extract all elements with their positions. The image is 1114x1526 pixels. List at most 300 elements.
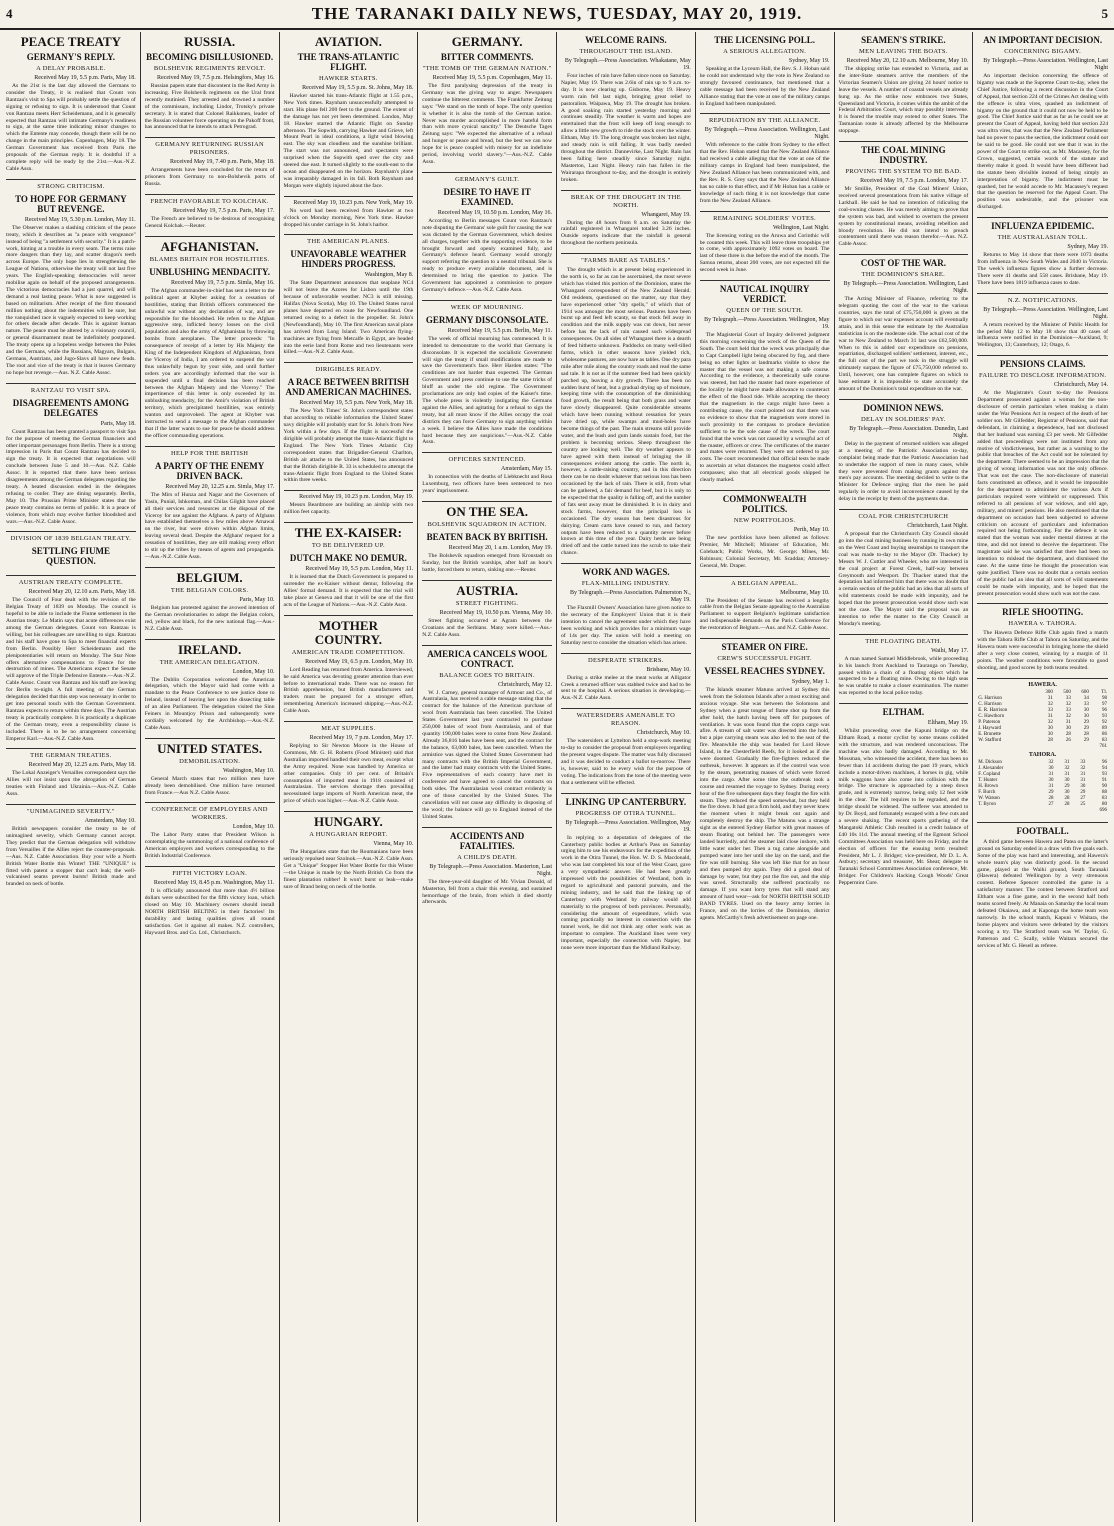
- article-dateline: By Telegraph.—Press Association. Wellington, Last Night.: [704, 127, 830, 141]
- score-cell: 29: [1064, 783, 1070, 789]
- article: [145, 137, 275, 191]
- article: [977, 822, 1108, 953]
- article-deck: A DELAY PROBABLE.: [36, 65, 106, 72]
- article-deck: A SERIOUS ALLEGATION.: [723, 48, 807, 55]
- score-cell: 32: [1065, 713, 1071, 719]
- article-divider: [839, 141, 969, 142]
- article-deck: DELAY IN SOLDIERS' PAY.: [861, 415, 946, 423]
- score-cell: 26: [1065, 737, 1071, 743]
- article-deck: THE AUSTRALASIAN TOLL.: [997, 234, 1088, 242]
- article-deck: THE FLOATING DEATH.: [865, 637, 942, 645]
- article-headline: MOTHER COUNTRY.: [314, 617, 383, 647]
- article-headline: BELGIUM.: [176, 569, 243, 585]
- score-cell: 29: [1048, 789, 1054, 795]
- article-headline: HUNGARY.: [313, 814, 383, 830]
- article: [700, 638, 830, 925]
- article-body: W. J. Carney, general manager of Armour and Co., of Australasia, has received a cable message stating that the contract for the balance of the American purchase of wool from Australasia has been cancelled. The United States Government last year contracted to purchase 250,000 bales of wool from Australasia, and of that quantity 190,000 bales were to come from New Zealand. Already 36,816 bales have been sent, and the contract for the balance, 63,000 bales, has been cancelled. When the armistice was signed the United States Government had many contracts with the British Imperial Government, and the latter had many contracts with the United States. Five representatives of each country have met in conference and have agreed to cancel the contracts on both sides. The Australasian wool contract evidently is one of those cancelled by the United States. The cancellation will not cause any difficulty in disposing of the wool; the balance will go to England instead of the United States.: [422, 689, 552, 820]
- article: [561, 708, 691, 789]
- article-deck: HAWKER STARTS.: [319, 75, 378, 82]
- score-cell: [977, 808, 1038, 814]
- article-deck: TO BE DELIVERED UP.: [311, 542, 385, 550]
- article-deck: BALANCE GOES TO BRITAIN.: [439, 671, 535, 679]
- article-dateline: Received May 19, 7.5 p.m. Paris, May 17.: [173, 208, 275, 215]
- article-divider: [422, 452, 552, 453]
- article-divider: [839, 254, 969, 255]
- column-6: [696, 32, 835, 1522]
- score-cell: 88: [1102, 789, 1107, 795]
- article-body: The French are believed to be desirous of recognising General Kolchak.—Reuter.: [144, 216, 275, 229]
- article-dateline: Amsterdam, May 10.: [84, 818, 136, 825]
- article-deck: CONCERNING BIGAMY.: [1004, 48, 1082, 55]
- article: [284, 35, 414, 193]
- column-5: [557, 32, 696, 1522]
- article-headline: PEACE TREATY: [20, 34, 122, 49]
- article-body: The week of official mourning has commenced. It is intended to demonstrate to the world that Germany is disconsolate. It is expected the socialistic Government will sign the treaty if small modifications are made to save the Government's face. Herr Harden states: "The conditions are not harder than expected. The German Government and press continue to use the same tricks of bluff as under the old regime. The Government proclamations are only bad copies of the Kaiser's time. The whole press is violently instigating the Germans against the Allies, and agitating for a refusal to sign the treaty, but all must know if the Allies occupy the coal districts they can force Germany to sign anything within a week. I believe the Allies have made the conditions hard because they are suspicious."—Aus.-N.Z. Cable Assn.: [422, 335, 552, 446]
- article-divider: [145, 738, 275, 739]
- article-divider: [839, 634, 969, 635]
- article-body: The Magisterial Court of Inquiry delivered judgment this morning concerning the wreck of the Queen of the South. The court held that the wreck was principally due to Capt Campbell light being obscured by fog, and there being no other lights or landmarks visible to show the master that the vessel was not making a safe course. According to the evidence, a theoretically safe course was steered, but had the master had more experience of the locality he might have made allowance to counteract the effect of the flood tide. While accepting the theory that the magnetism in the cargo might have been a contributing cause, the court pointed out that there was no evidence to show that the magnetism were stored in such proximity to the compass to produce deviation sufficient to be the sole cause of the wreck. The court found that the wreck was not caused by a wrongful act of the master, officers or crew. The certificates of the master and mates were returned. They were not ordered to pay costs. The court recommended that official tests be made to ascertain at what distances the magnetos could affect compasses; also that all electrical goods shipped be clearly marked.: [699, 332, 830, 484]
- article-body: Mr Smillie, President of the Coal Miners' Union, received several presentations from his native village of Larkhall. He said he had no intention of ridiculing the coal-owning classes. He was merely aiming to prove that the system was bad, and wished to overturn the present system by constitutional means, avoiding rebellion and bloody revolution. He did not intend to preach contentment until there was reason therefor.—Aus. N.Z. Cable Assoc.: [838, 186, 969, 248]
- score-cell: 28: [1047, 737, 1053, 743]
- score-cell: 94: [1102, 765, 1107, 771]
- article-subheading: COST OF THE WAR.: [860, 258, 946, 269]
- column-8: [973, 32, 1112, 1522]
- article-subheading: ACCIDENTS AND FATALITIES.: [449, 830, 525, 851]
- article-subheading: RIFLE SHOOTING.: [1002, 607, 1084, 618]
- article: [700, 576, 830, 636]
- score-cell: 98: [1102, 695, 1107, 701]
- article-body: Lord Reading has returned from America. Interviewed, he said America was devoting greater attention than ever before to international trade. There was no reason for British apprehension, but British manufacturers and traders must be prepared for a stronger effort, remembering America's increased shipping.—Aus.-N.Z. Cable Assn.: [283, 666, 414, 715]
- article-subheading: AN IMPORTANT DECISION.: [983, 35, 1103, 45]
- score-cell: M. Dickson: [978, 759, 1002, 765]
- article-divider: [145, 446, 275, 447]
- article-headline: UNITED STATES.: [157, 740, 263, 756]
- article-body: A proposal that the Christchurch City Council should go into the coal mining business by running its own mine on the West Coast and buying steamships to transport the coal was made to-day to the Mayor (Dr. Thacker) by Messrs W. J. Cuttler and Wheeler, who are interested in the coal project at Forest Creek, half-way between Greymouth and Westport. Dr. Thacker stated that the deputation had informed him that there was no doubt that a certain section of the public had an idea that all sorts of wild statements could be made with impunity, and he hoped that the present prosecution would show such was not the case. The Mayor said the proposal was an intention to refer the matter to the City Council at Monday's meeting.: [838, 531, 969, 627]
- article: [145, 567, 275, 636]
- article-body: British newspapers consider the treaty to be of unimagined severity, which Germany cannot accept. They predict that the German delegation will withdraw from Versailles if the Allies reject the counter-proposals.—Aus. N.Z. Cable Association. Buy your wife a North British Water Bottle this Winter! THE "UNIQUE" is fitted with patent a stopper that can't leak; the well-vulcanised seams prevent bursts! British made and branded on neck of bottle.: [6, 826, 136, 888]
- article-divider: [284, 234, 414, 235]
- article-dateline: Received May 20, 12.25 a.m. Simla, May 17.: [165, 483, 275, 490]
- article-dateline: Christchurch, May 10.: [636, 730, 691, 737]
- article-divider: [422, 172, 552, 173]
- article-deck: FRENCH FAVORABLE TO KOLCHAK.: [150, 198, 269, 206]
- article-divider: [700, 113, 830, 114]
- score-cell: E. R. Harrison: [978, 707, 1008, 713]
- article-body: The Hungarians state that the Roumanians have been seriously repulsed near Szolnok.—Aus.-N.Z. Cable Assn. Get a "Unique" Stopper Hot Water Bottle for this Winter—the Unique is made by the North British Co from the finest plantation rubber! It won't burst or leak—make sure of Brand being on neck of the bottle.: [283, 849, 414, 890]
- score-cell: 31: [1080, 771, 1086, 777]
- article-dateline: Paris, May 18.: [100, 420, 136, 427]
- article-body: The shipping strike has extended to Victoria, and as the inter-State steamers arrive the members of the Victorian Seamen's Union are giving 24 hours' notice to leave the vessels. A number of coastal vessels are already hung up. As the strike now embraces two States, Queensland and Victoria, it comes within the ambit of the Federal Arbitration Court, which may possibly intervene. It is feared the trouble may extend to other States. The Tasmanian route is already affected by the Melbourne stoppage.: [838, 66, 969, 135]
- article-body: It is learned that the Dutch Government is prepared to surrender the ex-Kaiser without demur, following the Allies' formal demand. It is expected that the trial will take place at Geneva and that it will be one of the first acts of the League of Nations.—Aus.-N.Z. Cable Assn.: [283, 574, 414, 608]
- score-cell: 90: [1102, 783, 1107, 789]
- article: [6, 35, 136, 176]
- score-cell: W. Watson: [978, 795, 1000, 801]
- article-body: The Acting Minister of Finance, referring to the telegram quoting the cost of the war to the various countries, says the total of £75,750,000 is given as the figure to which our war expenses account will eventually attain, and in this sense the estimate by the Australian statistician is on the moderate side. The actual cost of the war to New Zealand to March 31 last was £62,500,000. When to this is added our expenditure on pensions, repatriation, discharged soldiers' settlement, interest, etc., the full cost of the part we took in the struggle will ultimately surpass the figure of £75,750,000 referred to. Until, however, one has complete figures on which to base estimate it is impossible to state accurately the amount of the Dominion's total expenditure on the war.: [838, 296, 969, 392]
- article: [561, 253, 691, 560]
- article: [422, 645, 552, 824]
- article: [700, 113, 830, 207]
- article-deck: COAL FOR CHRISTCHURCH: [858, 513, 949, 521]
- article-deck: REPUDIATION BY THE ALLIANCE.: [708, 117, 821, 125]
- article-dateline: Received May 19, 8.45 p.m. Washington, May 11.: [153, 880, 275, 887]
- article-deck: THE GERMAN TREATIES.: [30, 752, 112, 760]
- article: [145, 35, 275, 134]
- score-cell: F. Copland: [978, 771, 1001, 777]
- column-4: [418, 32, 557, 1522]
- article: [422, 35, 552, 169]
- article-divider: [839, 703, 969, 704]
- article-body: The three-year-old daughter of Mr. Vivian Donald, of Masterton, fell from a chair this evening, and sustained hemorrhage of the brain, from which it died shortly afterwards.: [422, 878, 552, 906]
- score-cell: 89: [1102, 725, 1107, 731]
- score-cell: 25: [1080, 801, 1086, 807]
- article-body: Whilst proceeding over the Kapuni bridge on the Eltham Road, a motor cyclist by some means collided with the structure, and was rendered unconscious. The machine was also badly damaged. According to Mr. Mossman, who witnessed the accident, there has been no fewer than 14 accidents during the past 19 years, which include a motor-driven machines, 4 horses in gig, while milk waggons have also come into collision with the bridge. The structure is approached by a steep down grade, and is extremely narrow, being only 12 feet wide in the clear. The hill requires to be regraded, and the bridge should be widened. The sufferer was attended to by Dr. Boyd, and fortunately escaped with a few cuts and a severe shaking. The recent sports gathering of the Mangatoki Athletic Club resulted in a credit balance of £40 10s 11d. The annual meeting of the Egmont School Committees Association was held here on Friday, and the election of officers for the ensuing term resulted: President, Mr L. J. Bridger; vice-president, Mr D. L. A. Astbury; secretary and treasurer, Mr. Sheat; delegate to Taranaki School Committees Association conference, Mr. Bridger. For Children's Hacking Cough Woods' Great Peppermint Cure.: [838, 728, 969, 887]
- article-dateline: Received May 19, 10.50 p.m. Vienna, May 10.: [439, 609, 552, 616]
- article-divider: [145, 802, 275, 803]
- article-divider: [977, 822, 1108, 823]
- article-subheading: VESSEL REACHES SYDNEY.: [704, 666, 825, 677]
- score-cell: 32: [1048, 759, 1054, 765]
- score-cell: P. Paterson: [978, 719, 1001, 725]
- score-cell: 96: [1102, 759, 1107, 765]
- article-body: According to Berlin messages Count von Rantzau's note disputing the Germans' sole guilt for causing the war was dictated by the German Government, which desires all charges, together with the supporting evidence, to be brought forward and openly examined fully, and Germany's defence heard. Germany would strongly support referring the question to a neutral tribunal. She is ready to produce every available document, and is determined to bring the question to justice. The Government has appointed a commission to prepare Germany's defence.—Aus.-N.Z. Cable Assn.: [422, 217, 552, 293]
- article-body: The Bolshevik squadron emerged from Kronstadt on Sunday, but the British warships, after half an hour's battle, forced them to return, sinking one.—Reuter.: [422, 553, 552, 573]
- page-number-left: 4: [6, 6, 13, 21]
- score-cell: 30: [1048, 777, 1054, 783]
- score-cell: 83: [1102, 795, 1107, 801]
- article-deck: DESPERATE STRIKERS.: [587, 656, 664, 664]
- article-divider: [700, 280, 830, 281]
- score-cell: [1054, 744, 1072, 750]
- score-cell: J. Hayward: [978, 725, 1002, 731]
- article-dateline: Received May 20, 12.10 a.m. Paris, May 18.: [28, 589, 136, 596]
- score-table-team: TAHORA.: [1028, 751, 1057, 758]
- article-divider: [561, 708, 691, 709]
- article: [977, 355, 1108, 600]
- article-dateline: By Telegraph.—Press Association. Whakatane, May 19.: [564, 58, 691, 71]
- article-dateline: Received May 19, 5.5 p.m. St. Johns, May 18.: [302, 85, 414, 91]
- article-divider: [422, 827, 552, 828]
- article: [839, 254, 969, 396]
- article-body: The watersiders at Lyttelton held a stop-work meeting to-day to consider the proposal from employers regarding the present wages dispute. The matter was fully discussed and it was decided to conduct a ballot to-morrow. There is, however, said to be every wish for the purpose of voting. The indications from the tone of the meeting were that a settlement will be effected.: [561, 738, 691, 786]
- article-dateline: Received May 19, 7.5 p.m. London, May 17.: [860, 178, 969, 185]
- article-body: Speaking at the Lyceum Hall, the Rev. S. J. Hoban said he could not understand why the vote in New Zealand so strongly favoured continuance, but mentioned that a cable message had been received by the New Zealand Alliance stating that the vote at one of the military camps in England had been manipulated.: [699, 66, 830, 107]
- page-number-right: 5: [1101, 6, 1108, 21]
- score-cell: 30: [1080, 783, 1086, 789]
- article-divider: [145, 866, 275, 867]
- score-table: [977, 690, 1108, 750]
- score-cell: J. Alexander: [978, 765, 1004, 771]
- score-cell: [1055, 808, 1071, 814]
- article-dateline: Sydney, May 19.: [1067, 244, 1108, 251]
- article-dateline: Washington, May 10.: [222, 767, 275, 774]
- article: [145, 802, 275, 863]
- article: [700, 490, 830, 573]
- article: [977, 603, 1108, 674]
- article-deck: OFFICERS SENTENCED.: [448, 456, 526, 464]
- article-dateline: Received May 19, 10.23 p.m. New York, May 19.: [293, 199, 414, 206]
- column-3: [280, 32, 419, 1522]
- article-divider: [422, 645, 552, 646]
- article: [839, 509, 969, 631]
- article-body: The Observer makes a slashing criticism of the peace treaty, which it describes as "a peace with vengeance" instead of being "a settlement with security." It is a patch-work, hinting at a trouble in every seam. The terms raise more dangers than they lay, and scatter dragon's teeth across Europe. The only hope lies in strengthening the League of Nations, otherwise the treaty will not last five years. The English-speaking democracies will never mobilise again on behalf of the proposed arrangements. The victorious democracies had a just quarrel, and will demand a real lasting peace. What is now suggested is based on militarism. After receipt of the first thousand million nothing about the indemnities will be sure, but the vanquished race is vaguely expected to keep working for others decade after decade. This is against human nature. The peace must be altered by a visionary council, or general disarmament must be indefinitely postponed. The treaty opens up a hopeless wedge between the Poles and the Germans, while the Russians, Magyars, Bulgars, Germans, Austrians, and Jugo-Slavs all have new feuds. The root and vice of the treaty is that it leaves Germany no hope but revenge.—Aus. N.Z. Cable Assoc.: [6, 224, 136, 376]
- article-deck: AUSTRIAN TREATY COMPLETE.: [18, 579, 123, 587]
- article-dateline: By Telegraph.—Press Association. Wellington, Last Night.: [843, 281, 969, 295]
- article-deck: GERMANY'S GUILT.: [455, 175, 520, 183]
- article-divider: [145, 639, 275, 640]
- article-subheading: BEATEN BACK BY BRITISH.: [426, 532, 548, 543]
- score-cell: [1070, 808, 1086, 814]
- article-divider: [145, 236, 275, 237]
- article-body: The licensing voting on the Aruwa and Corinthic will be counted this week. This will leave three troopships yet to come, with approximately 1092 votes on board. The last of these three is due before the end of the month. The Samoa returns, about 200 votes, are not expected till the second week in June.: [699, 232, 830, 274]
- score-cell: 31: [1048, 783, 1054, 789]
- article-divider: [284, 615, 414, 616]
- score-total-row: [977, 744, 1108, 750]
- article-divider: [839, 399, 969, 400]
- article: [561, 35, 691, 187]
- article-body: Arrangements have been concluded for the return of prisoners from Germany to non-Bolshevik ports of Russia.: [144, 167, 275, 188]
- article-deck: A BELGIAN APPEAL.: [731, 579, 799, 587]
- article: [284, 522, 414, 612]
- article-divider: [561, 190, 691, 191]
- article-dateline: Christchurch, May 14.: [1054, 382, 1108, 389]
- article-body: Count Rantzau has been granted a passport to visit Spa for the purpose of meeting the German financiers and other important personages from Berlin. There is a strong impression in Paris that Count Rantzau has decided to sign the treaty. It is expected that negotiations will conclude between June 5 and 10.—Aus. N.Z. Cable Assoc. It is reported that there have been serious disagreements among the German delegates regarding the treaty. A heated discussion ended in the delegates refusing to confer. They are dining separately. Berlin, May 10. The Prussian Prime Minister states that the peace treaty contains no terms of public. It is a peace of violence, from which may evolve further bloodshed and wars.—Aus.-N.Z. Cable Assoc.: [6, 428, 136, 525]
- article-body: The Islands steamer Matunu arrived at Sydney this week from the Solomon Islands after a most exciting and anxious voyage. She was between the Solomons and Sydney when a great tongue of flame shot up from the after hold, the hatch having been off for purposes of ventilation. It was soon found that the copra cargo was afire. A stream of salt water was directed into the hold, but a pipe carrying steam was also led to the seat of the fire. Meanwhile the ship was headed for Lord Howe Island, in the Chesterfield Reefs, for it looked as if she were doomed. Gradually the fire-fighters reduced the outbreak, however. It appears as if the control was won by the steam, penetrating masses of which were forced into the cargo. After some time the outbreak took a course and resumed the voyage to Sydney. During every hour of the five subsequent days they fought the fire with steam. They reduced the speed somewhat, but they held the fire down. It had got a firm hold, and they never knew the moment when it might break out again and completely destroy the ship. The Matunu was a strange sight as she entered Sydney Harbor with great masses of steam floating out behind her. The passengers were landed hurriedly, and the steamer laid close inshore, with little water under her. Then a tug came alongside and pumped water into her until she lay on the sand, and the fire was still burning. She was left like that for an hour and then pumped dry again. They did a good deal of damage by water, but they put the fire out, and the ship was saved. Structurally she suffered practically no damage. If you want lorry tyres that will stand any amount of hard wear—ask for NORTH BRITISH SOLID BAND TYRES. Used on the heavy army lorries in France, and on the lorries of the Dominion, district agents. McCarthy's fresh advertisement on page one.: [699, 687, 830, 921]
- article-subheading: A RACE BETWEEN BRITISH AND AMERICAN MACHINES.: [285, 377, 412, 398]
- score-cell: 33: [1080, 759, 1086, 765]
- article: [422, 452, 552, 498]
- article: [561, 793, 691, 955]
- article-deck: FIFTH VICTORY LOAN.: [172, 870, 247, 878]
- score-cell: 27: [1080, 795, 1086, 801]
- article-dateline: Sydney, May 1.: [791, 679, 830, 686]
- article-dateline: Melbourne, May 10.: [780, 589, 830, 596]
- article-headline: GERMANY.: [451, 34, 523, 49]
- article-deck: NEW PORTFOLIOS.: [733, 516, 796, 524]
- score-cell: 27: [1048, 801, 1054, 807]
- column-7: [835, 32, 974, 1522]
- article-dateline: Washington, May 8.: [364, 272, 414, 279]
- article-dateline: Vienna, May 10.: [373, 841, 414, 848]
- article-body: No word had been received from Hawker at two o'clock on Monday morning, New York time. Hawker dropped his under carriage in St. John's harbor.: [283, 207, 414, 228]
- score-cell: 32: [1080, 765, 1086, 771]
- article-dateline: Received May 19, 5.30 p.m. London, May 11.: [24, 216, 136, 223]
- article-body: The Labor Party states that President Wilson is contemplating the summoning of a national conference of American employers and workers corresponding to the British Industrial Conference.: [144, 832, 275, 860]
- article-deck: BLAMES BRITAIN FOR HOSTILITIES.: [149, 255, 270, 263]
- article-body: The Dublin Corporation welcomed the American delegation, which the Mayor said had come with a mandate to the Peace Conference to see justice done to Ireland, instead of leaving her upon the dissecting table of an alien Parliament. The delegation visited the Sinn Feiners in Mountjoy Prison and subsequently were cordially welcomed by the Archbishop.—Aus.-N.Z. Cable Assn.: [144, 676, 275, 731]
- article-divider: [145, 194, 275, 195]
- article-divider: [977, 293, 1108, 294]
- article: [6, 575, 136, 745]
- score-cell: T. Byron: [978, 801, 996, 807]
- article-subheading: WORK AND WAGES.: [582, 567, 670, 578]
- article-subheading: SEAMEN'S STRIKE.: [861, 35, 946, 45]
- score-cell: W. Stafford: [978, 737, 1002, 743]
- score-cell: C. Hawthorn: [978, 713, 1005, 719]
- article-body: The Flaxmill Owners' Association have given notice to the secretary of the Employers' Union that it is their intention to cancel the agreement under which they have been working and which provides for a minimum wage of 14s per day. The union will hold a meeting on Saturday next to consider the situation which has arisen.: [561, 605, 691, 646]
- newspaper-columns: [2, 32, 1112, 1522]
- score-cell: 31: [1047, 713, 1053, 719]
- score-cell: 31: [1064, 759, 1070, 765]
- article-subheading: DISAGREEMENTS AMONG DELEGATES: [12, 397, 130, 418]
- article: [561, 563, 691, 649]
- article-body: Belgium has protested against the avowed intention of the German revolutionaries to adopt the Belgian colors, red, yellow and black, for the new national flag.—Aus.-N.Z. Cable Assn.: [144, 604, 275, 632]
- article-deck: CREW'S SUCCESSFUL FIGHT.: [717, 655, 812, 663]
- score-cell: 30: [1064, 777, 1070, 783]
- score-cell: 93: [1102, 771, 1107, 777]
- article-deck: QUEEN OF THE SOUTH.: [726, 307, 803, 315]
- article-subheading: NAUTICAL INQUIRY VERDICT.: [719, 284, 810, 305]
- article-dateline: Received May 19, 7.5 p.m. Simla, May 16.: [171, 279, 275, 286]
- article: [839, 634, 969, 700]
- article: [284, 811, 414, 893]
- article-body: Street fighting occurred at Agram between the Croatians and the Serbians. Many were killed.—Aus.-N.Z. Cable Assn.: [422, 617, 552, 638]
- article-divider: [977, 355, 1108, 356]
- article-deck: WATERSIDERS AMENABLE TO REASON.: [576, 712, 676, 728]
- article-dateline: Received May 20, 12.10 a.m. Melbourne, May 10.: [846, 58, 969, 64]
- article-dateline: By Telegraph.—Press Association. Dunedin, Last Night.: [849, 425, 969, 439]
- article-body: With reference to the cable from Sydney to the effect that the Rev. Hoban stated that the New Zealand Alliance had received a cable alleging that the vote at one of the military camps in England had been manipulated, the New Zealand Alliance has been communicated with, and the Rev. R. S. Grey says that the New Zealand Alliance has no cable to that effect, and if Mr Hoban has a cable or knowledge of such thing it is not knowledge that came from the New Zealand Alliance.: [699, 142, 830, 204]
- score-cell: 30: [1083, 707, 1089, 713]
- score-cell: 29: [1083, 737, 1089, 743]
- article-body: General March states that two million men have already been demobilised. One million have returned from France.—Aus N.Z. Cable Assoc.: [144, 775, 275, 796]
- score-header-cell: 600: [1081, 689, 1089, 695]
- article-deck: WEEK OF MOURNING.: [450, 303, 524, 311]
- article-body: The drought which is at present being experienced in the north is, so far as can be ascertained, the most severe which has visited this portion of the Dominion, states the Whangarei correspondent of the New Zealand Herald. Old residents, questioned on the matter, say that they have experienced other "dry spells," of which that of 1914 was amongst the most serious. Pastures have been burnt up and feed left scanty, so that stock fell away in condition and the milk supply was cut down, but never before has the lack of rain caused such widespread consequences. On all sides of Whangarei there is a dearth of feed hitherto unknown. Paddocks on many well-tilled farms, which in other seasons have yielded rich, wholesome pastures, are now bare as tables. One dry para mile after mile along the country roads and read the same sad tale. It is not as if the summer feed had been quickly parched up, leaving a dry growth. There has been no sudden burst of heat, but a gradual drying up of moisture, keeping time with the consumption of the diminishing food growth, the result being that both grass and water have slowly disappeared. Quite considerable streams which have been running without cessation for years have dried up, while swamps and mud-holes have become things of the past. The main streams still provide water, and the bush and gum lands sustain food, but the problem is becoming serious. Sheep throughout the country are looking well. The dry weather appears to have agreed with them instead of bringing the ill consequences evident among the cattle. The north is, however, a cattle-raising country, and in this direction there can be no doubt whatever that serious loss has been occasioned by the lack of rain. There is still, from what can be gathered, a fair demand for beef, but it is only to be expected that the quality is falling off, and the number of fats sent away must be diminished. It is in dairy and stock farms, however, that the principal loss is occasioned. The dry season has been disastrous for dairying. Cream carts have ceased to run, and factory outputs have been reduced to a quantity never before known at this time of the year. Dairy herds are being dried off and the cattle turned into the scrub to take their chance.: [561, 267, 691, 557]
- score-cell: 30: [1065, 725, 1071, 731]
- article-subheading: SETTLING FIUME QUESTION.: [31, 546, 111, 567]
- article-subheading: DOMINION NEWS.: [863, 402, 944, 413]
- article-body: The President of the Senate has received a lengthy cable from the Belgian Senate appealing to the Australian Parliament to support Belgium's legitimate satisfaction and indispensable demands on the Paris Conference for the restoration of Belgium.—Aus. and N.Z. Cable Assoc.: [699, 597, 830, 632]
- article: [839, 399, 969, 506]
- article-dateline: Christchurch, May 12.: [498, 681, 552, 688]
- article-divider: [284, 362, 414, 363]
- article-headline: THE EX-KAISER:: [294, 525, 403, 541]
- article-subheading: STEAMER ON FIRE.: [721, 642, 808, 653]
- score-header-cell: 300: [1045, 689, 1053, 695]
- article-dateline: By Telegraph.—Press Association. Wellington, May 19.: [704, 317, 830, 331]
- article-deck: MEN LEAVING THE BOATS.: [859, 48, 948, 55]
- article-dateline: Received May 19, 7 p.m. London, May 17.: [309, 735, 414, 742]
- score-cell: 32: [1047, 701, 1053, 707]
- article-dateline: Received May 19, 5.5 p.m. New York, May 18.: [299, 400, 414, 407]
- article-deck: A CHILD'S DEATH.: [457, 853, 518, 861]
- article: [839, 35, 969, 138]
- article-subheading: A PARTY OF THE ENEMY DRIVEN BACK.: [155, 460, 265, 481]
- article-deck: CONFERENCE OF EMPLOYERS AND WORKERS.: [151, 806, 268, 822]
- article: [422, 501, 552, 577]
- article-body: Returns to May 14 show that there were 1073 deaths from influenza in New South Wales and 2040 in Victoria. The week's influenza figures show a further decrease. There were 41 deaths and 558 cases. Brisbane, May 19. There have been 1819 influenza cases to date.: [977, 252, 1108, 286]
- article-deck: THE AMERICAN DELEGATION.: [159, 658, 260, 666]
- article-dateline: By Telegraph.—Press Association. Wellington, Last Night.: [983, 306, 1108, 320]
- score-cell: 28: [1064, 795, 1070, 801]
- article-subheading: ELTHAM.: [882, 707, 925, 718]
- article: [6, 383, 136, 529]
- article: [700, 280, 830, 487]
- score-cell: 28: [1048, 795, 1054, 801]
- article: [422, 827, 552, 910]
- article-deck: N.Z. NOTIFICATIONS.: [1007, 296, 1078, 304]
- article-deck: FAILURE TO DISCLOSE INFORMATION.: [978, 372, 1107, 380]
- score-cell: 96: [1102, 707, 1107, 713]
- score-cell: F. Burch: [978, 789, 996, 795]
- article-subheading: INFLUENZA EPIDEMIC.: [991, 221, 1095, 232]
- article-headline: AUSTRIA.: [456, 582, 518, 598]
- article-dateline: Paris, May 10.: [239, 596, 275, 603]
- score-cell: 31: [1065, 719, 1071, 725]
- score-total-row: [977, 808, 1108, 814]
- article-body: As the 21st is the last day allowed the Germans to consider the Treaty, it is realised that Count von Rantzau's visit to Spa will probably settle the question of signing or refusing to sign. It is understood that Count von Rantzau meets Herr Scheidemann, and it is generally expected that Rantzau will intimate Germany's readiness to sign, at the same time indicating minor changes to which the Entente may concede, though there will be no change in the main principles. Copenhagen, May 18. The German Government has received from Paris the proposals of the German reply. It is doubtful if a complete reply will be ready by the 21st.—Aus.-N.Z. Cable Assn.: [6, 83, 136, 172]
- article-dateline: Wellington, Last Night.: [772, 224, 830, 231]
- article-subheading: BITTER COMMENTS.: [440, 52, 534, 62]
- article-headline: ON THE SEA.: [446, 504, 528, 520]
- article: [839, 141, 969, 251]
- score-cell: G. Harrison: [978, 695, 1002, 701]
- score-cell: 86: [1102, 731, 1107, 737]
- score-cell: 33: [1047, 707, 1053, 713]
- score-cell: 31: [1080, 777, 1086, 783]
- article-divider: [977, 603, 1108, 604]
- article-dateline: Sydney, May 19.: [788, 58, 830, 64]
- column-2: [141, 32, 280, 1522]
- article-subheading: DESIRE TO HAVE IT EXAMINED.: [443, 186, 531, 207]
- score-cell: [1036, 744, 1054, 750]
- article-deck: HAWERA v. TAHORA.: [1008, 620, 1077, 628]
- article-body: Hawker started his trans-Atlantic flight at 1.55 p.m., New York times. Raynham unsuccessfully attempted to start. His plane fell 200 feet to the ground. The extent of the damage has not yet been determined. London, May 18. Hawker started the Atlantic flight on Sunday afternoon. The Sopwith, carrying Hawker and Grieve, left Mount Pearl in ideal conditions, a light wind blowing east. The sky was cloudless and the sunshine brilliant. The start was not announced, and spectators were surprised when the Sopwith sped over the city and steered due east. It turned slightly to the south-east to the ocean and disappeared on the horizon. Raynham's plane was irreparably damaged in its fall. Both Raynham and Morgan were slightly injured about the face.: [283, 93, 414, 189]
- score-cell: 29: [1080, 789, 1086, 795]
- article-dateline: Received May 19, 5.5 p.m. Copenhagen, May 11.: [432, 75, 552, 81]
- article: [561, 653, 691, 706]
- article-subheading: PENSIONS CLAIMS.: [999, 359, 1086, 370]
- score-cell: 32: [1065, 701, 1071, 707]
- article-subheading: THE COAL MINING INDUSTRY.: [861, 145, 946, 166]
- article-body: The State Department announces that seaplane NC4 will not leave the Azores for Lisbon until the 19th because of unfavorable weather. NC3 is still missing. Halifax (Nova Scotia), May 10. The United States naval planes have departed en route for Newfoundland. One returned owing to a defect in the propeller. St. John's (Newfoundland), May 10. The first American naval plane has arrived from Long Island. Two American flying-machines are flying from Metcalfe in Egypt, are headed into the eerie land from Rome and two lieutenants were killed.—Aus.-N.Z. Cable Assn.: [283, 280, 414, 356]
- article-divider: [700, 576, 830, 577]
- article-deck: STREET FIGHTING.: [455, 599, 519, 607]
- article: [284, 615, 414, 718]
- article: [145, 639, 275, 735]
- score-cell: 97: [1102, 701, 1107, 707]
- score-cell: 93: [1102, 713, 1107, 719]
- article-headline: IRELAND.: [178, 641, 242, 657]
- article-deck: THE BELGIAN COLORS.: [170, 586, 249, 594]
- score-cell: 28: [1083, 731, 1089, 737]
- article-dateline: By Telegraph.—Press Association. Wellington, Last Night: [983, 58, 1108, 71]
- article-dateline: Received May 19, 5.5 p.m. Paris, May 18.: [34, 75, 136, 81]
- article-subheading: DUTCH MAKE NO DEMUR.: [289, 553, 407, 564]
- article-divider: [6, 531, 136, 532]
- article-dateline: London, May 10.: [232, 668, 275, 675]
- article-divider: [561, 653, 691, 654]
- article-body: A return received by the Minister of Public Health for the period May 12 to May 18 show that 40 cases of influenza were notified in the Dominion—Auckland, 9; Wellington, 13; Canterbury, 12; Otago, 6.: [977, 321, 1108, 349]
- score-cell: 83: [1102, 737, 1107, 743]
- article: [284, 490, 414, 519]
- article-dateline: By Telegraph.—Press Association. Masterton, Last Night.: [429, 863, 552, 877]
- article-deck: RANTZAU TO VISIT SPA.: [30, 386, 111, 394]
- article-body: Replying to Sir Newton Moore in the House of Commons, Mr. G. H. Roberts (Food Minister) said that Australian imported handled their own meat, except what the Army required. None was handled by America or other companies. Only 10 per cent. of Britain's consumption of imported meat in 1918 consisted of Australasian. The services shortage then prevailing necessitated large imports of North American meat, the price of which was higher.—Aus.-N.Z. Cable Assn.: [283, 743, 414, 805]
- article-deck: THROUGHOUT THE ISLAND.: [579, 48, 673, 55]
- article-divider: [700, 490, 830, 491]
- article-body: The Mirs of Hunza and Nagar and the Governors of Yasin, Punial, Ishkoman, and Chilas Gilghit have placed all their services and resources at the disposal of the Viceroy for use against the Afghans. A party of Afghans have established themselves a few miles above Arnawai on the river, but were driven within Afghan limits, leaving several dead. Despite the Afghans' request for a cessation of hostilities, they are still making every effort to stir up the tribes by means of agents and propaganda.—Aus.-N.Z. Cable Assn.: [144, 491, 275, 560]
- score-cell: 30: [1047, 731, 1053, 737]
- score-cell: 32: [1047, 719, 1053, 725]
- column-1: [2, 32, 141, 1522]
- article-dateline: Eltham, May 19.: [927, 720, 969, 727]
- article: [700, 211, 830, 277]
- article: [145, 236, 275, 443]
- article-dateline: Received May 19, 7.40 p.m. Paris, May 18.: [170, 159, 275, 166]
- score-cell: 31: [1048, 771, 1054, 777]
- article-subheading: GERMANY DISCONSOLATE.: [425, 314, 549, 325]
